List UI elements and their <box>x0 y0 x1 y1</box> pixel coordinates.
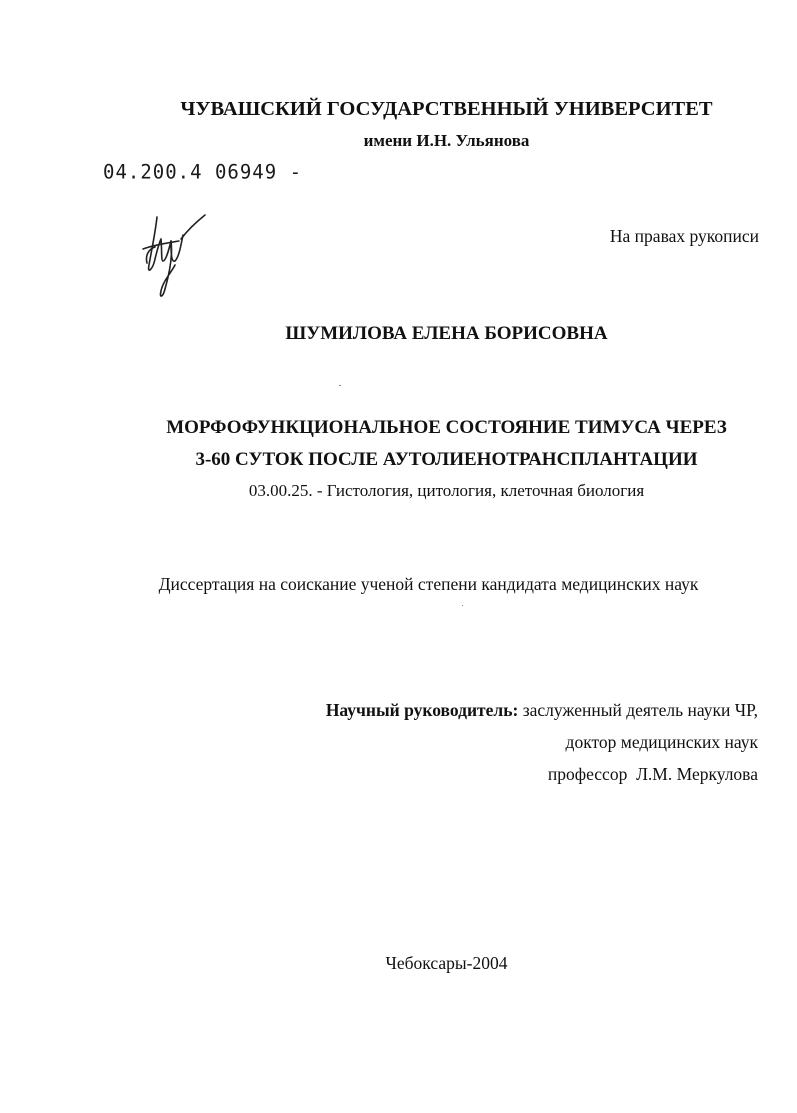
scan-speck <box>462 605 463 606</box>
supervisor-title: заслуженный деятель науки ЧР, <box>522 700 758 720</box>
author-name: ШУМИЛОВА ЕЛЕНА БОРИСОВНА <box>285 323 608 344</box>
supervisor-name: профессор Л.М. Меркулова <box>547 764 758 784</box>
registration-code: 04.200.4 06949 - <box>103 160 303 184</box>
manuscript-rights-note: На правах рукописи <box>609 226 759 246</box>
city-year: Чебоксары-2004 <box>385 953 508 973</box>
dissertation-title-line-2: 3-60 СУТОК ПОСЛЕ АУТОЛИЕНОТРАНСПЛАНТАЦИИ <box>195 449 698 470</box>
supervisor-degree: доктор медицинских наук <box>565 732 758 752</box>
university-named-after: имени И.Н. Ульянова <box>363 131 530 150</box>
university-name: ЧУВАШСКИЙ ГОСУДАРСТВЕННЫЙ УНИВЕРСИТЕТ <box>180 98 713 120</box>
supervisor-label: Научный руководитель: <box>325 700 519 720</box>
scan-speck <box>339 385 341 386</box>
signature-image <box>135 205 215 305</box>
degree-statement: Диссертация на соискание ученой степени кандидата медицинских наук <box>158 574 699 594</box>
supervisor-line-1 <box>326 702 758 720</box>
dissertation-title-line-1: МОРФОФУНКЦИОНАЛЬНОЕ СОСТОЯНИЕ ТИМУСА ЧЕРЕЗ <box>166 417 727 438</box>
speciality-code: 03.00.25. - Гистология, цитология, клеточная биология <box>248 481 645 500</box>
